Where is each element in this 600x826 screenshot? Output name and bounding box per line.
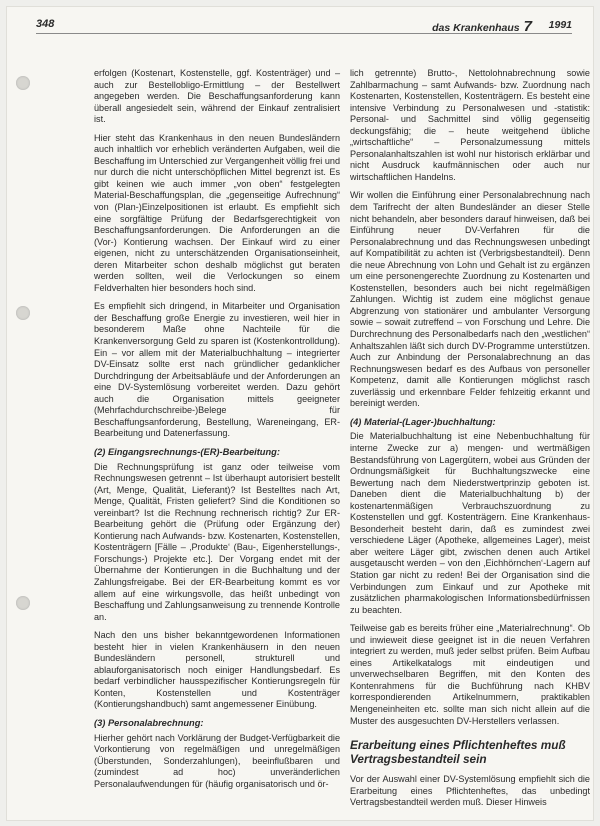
punch-hole [16, 596, 30, 610]
page-number: 348 [36, 18, 55, 30]
journal-year: 1991 [548, 19, 572, 31]
text-column-left [94, 68, 340, 797]
paragraph: erfolgen (Kostenart, Kostenstelle, ggf. Kostenträger) und – auch zur Bestellobligo-Ermittlung – der Bestellwert angegeben werden. Die Beschaffungsanforderung kann überall angesiedelt sein, während der Einkauf zentralisiert ist. [94, 68, 340, 125]
paragraph: Es empfiehlt sich dringend, in Mitarbeiter und Organisation der Beschaffung große Energie zu investieren, weil hier in besonderem Maße ohne Nachteile für die Krankenversorgung Geld zu sparen ist (Kostenkontrolldung). Ein – vor allem mit der Materialbuchhaltung – integrierter DV-Einsatz sollte erst nach gründlicher gedanklicher Durchdringung der Arbeitsabläufe und der Anforderungen an eine DV-Systemlösung vorbereitet werden. Dazu gehört auch die Organisation mittels geeigneter (Mehrfachdurchschreibe-)Belege für Beschaffungsanforderung, Bestellung, Wareneingang, ER-Bearbeitung und Datenerfassung. [94, 301, 340, 439]
section-heading: Erarbeitung eines Pflichtenheftes muß Vertragsbestandteil sein [350, 738, 566, 766]
header-rule [36, 33, 572, 34]
paragraph: Vor der Auswahl einer DV-Systemlösung empfiehlt sich die Erarbeitung eines Pflichtenheftes, das unbedingt Vertragsbestandteil werden muß. Dieser Hinweis [350, 774, 590, 808]
paragraph: Hierher gehört nach Vorklärung der Budget-Verfügbarkeit die Vorkontierung von regelmäßigen und unregelmäßigen (Überstunden, Sonderzahlungen), beeinflußbaren und (zumindest ad hoc) unveränderlichen Personalaufwendungen für (häufig organisatorisch und ör- [94, 732, 340, 789]
journal-name: das Krankenhaus [432, 22, 520, 34]
paragraph: Teilweise gab es bereits früher eine „Materialrechnung“. Ob und inwieweit diese geeignet ist in die neuen Verfahren integriert zu werden, muß jeder selbst prüfen. Beim Aufbau eines Artikelkatalogs mit eindeutigen und unverwechselbaren Begriffen, mit den Konten des Kontenrahmens für die Buchführung nach KHBV korrespondierenden Artikelnummern, praktikablen Mengeneinheiten etc. sollte man sich nicht allein auf die Muster des ausgesuchten DV-Herstellers verlassen. [350, 623, 590, 726]
text-column-right [350, 68, 590, 816]
paragraph: Nach den uns bisher bekanntgewordenen Informationen besteht hier in vielen Krankenhäusern in den neuen Bundesländern personell, strukturell und ablauforganisatorisch noch einiger Handlungsbedarf. Es bedarf verbindlicher hausspezifischer Kontierungsregeln für Konten, Kostenstellen und Kostenträger (Kontierungshandbuch) samt angemessener Einübung. [94, 630, 340, 710]
paragraph: Wir wollen die Einführung einer Personalabrechnung nach dem Tarifrecht der alten Bundesländer an dieser Stelle nicht behandeln, aber besonders darauf hinweisen, daß bei Einführung neuer DV-Verfahren für die Personalabrechnung und das Rechnungswesen unbedingt auf Kompatibilität zu achten ist (Verbrigsbestandteil). Denn die neue Abrechnung von Lohn und Gehalt ist zu ergänzen um eine personengerechte Zuordnung zu Kostenarten und Kostenstellen, besonders auch bei nicht regelmäßigen Zahlungen. Wichtig ist zudem eine möglichst genaue Abgrenzung von stationärer und ambulanter Versorgung sowie – sowait zutreffend – von Forschung und Lehre. Die Durchrechnung des Personalbedarfs nach den „westlichen“ Anhaltszahlen läßt sich durch DV-Programme unterstützen. Auch zur Anbindung der Personalabrechnung an das Rechnungswesen bedarf es des Aufbaus von personeller Kompetenz, damit alle Kontierungen möglichst rasch zuverlässig und erkennbare Felder fehlzeitig erkannt und bereinigt werden. [350, 190, 590, 409]
punch-hole [16, 76, 30, 90]
paragraph: Die Rechnungsprüfung ist ganz oder teilweise vom Rechnungswesen getrennt – Ist überhaupt autorisiert bestellt (Art, Menge, Qualität, Lieferant)? Ist Bestelltes nach Art, Menge, Qualität, Fristen geliefert? Sind die Konditionen so vereinbart? Ist die Rechnung rechnerisch richtig? Zur ER-Bearbeitung gehört die (Prüfung oder Ergänzung der) Kontierung nach Aufwands- bzw. Kostenarten, Kostenstellen, Kostenträgern [Fälle – ‚Produkte‘ (Bau-, Eigenherstellungs-, Forschungs-) Projekte etc.]. Der Vorgang endet mit der Übernahme der Kontierungen in die Buchhaltung und der Zahlungsfreigabe. Bei der ER-Bearbeitung kommt es vor allem auf eine wirkungsvolle, das heißt unbedingt von Beschaffung und Zahlungsanweisung zu trennende Kontrolle an. [94, 461, 340, 622]
paragraph: Hier steht das Krankenhaus in den neuen Bundesländern auch inhaltlich vor erheblich veränderten Aufgaben, weil die Beschaffung im Unterschied zur Vergangenheit völlig frei und nur durch die nicht unterschöpflichen Mittel begrenzt ist. Es gibt keinen wie auch immer „von oben“ festgelegten Material-Beschaffungsplan, die „gegenseitige Aufrechnung“ von (Plan-)Einzelpositionen ist erlaubt. Es empfiehlt sich eine sorgfältige Prüfung der Bedarfsgerechtigkeit von Beschaffungsanforderungen. Die Anforderungen an die (Vor-) Kontierung wachsen. Der Einkauf wird zu einer eigenen, nicht zu unterschätzenden Organisationseinheit, deren Mitarbeiter schon deshalb möglichst gut beraten werden sollten, weil die Verlockungen so einem Feldverhalten hier besonders hoch sind. [94, 132, 341, 293]
document-page [6, 6, 594, 821]
journal-issue: 7 [523, 18, 532, 35]
subheading-eingangsrechnung: (2) Eingangsrechnungs-(ER)-Bearbeitung: [94, 446, 280, 457]
punch-hole [16, 306, 30, 320]
paragraph: lich getrennte) Brutto-, Nettolohnabrechnung sowie Zahlbarmachung – samt Aufwands- bzw. Zuordnung nach Kostenarten, Kostenstellen, Kostenträgern. Es besteht eine intensive Verbindung zu Personalwesen und -statistik: Personal- und Sachmittel sind völlig gegenseitig deckungsfähig; die – heute weitgehend übliche „wirtschaftliche“ – Personalzumessung mittels Personalanhaltszahlen ist wohl nur historisch erklärbar und nicht Ausdruck kaufmännischen oder auch nur wirtschaftlichen Handelns. [350, 68, 590, 182]
subheading-materialbuchhaltung: (4) Material-(Lager-)buchhaltung: [350, 416, 496, 427]
subheading-personalabrechnung: (3) Personalabrechnung: [94, 717, 204, 728]
paragraph: Die Materialbuchhaltung ist eine Nebenbuchhaltung für interne Zwecke zur a) mengen- und wertmäßigen Bestandsführung von Lagergütern, wobei aus Gründen der Ordnungsmäßigkeit für Buchhaltungszwecke eine Bewertung nach dem Niederstwertprinzip geboten ist. Daneben dient die Materialbuchhaltung b) der kostenartenmäßigen Verbrauchszuordnung zu Kostenstellen und ggf. Kostenträgern. Eine Krankenhaus-Besonderheit besteht darin, daß es zumindest zwei verschiedene Läger (Apotheke, allgemeines Lager), meist aber weitere Läger gibt, zwischen denen auch Artikel ausgetauscht werden – von den ‚Eichhörnchen‘-Lagern auf Station gar nicht zu reden! Bei der Organisation sind die Verbindungen zum Einkauf und zur Apotheke mit zusätzlichen pharmakologischen Informationsbedürfnissen zu beachten. [350, 431, 590, 615]
